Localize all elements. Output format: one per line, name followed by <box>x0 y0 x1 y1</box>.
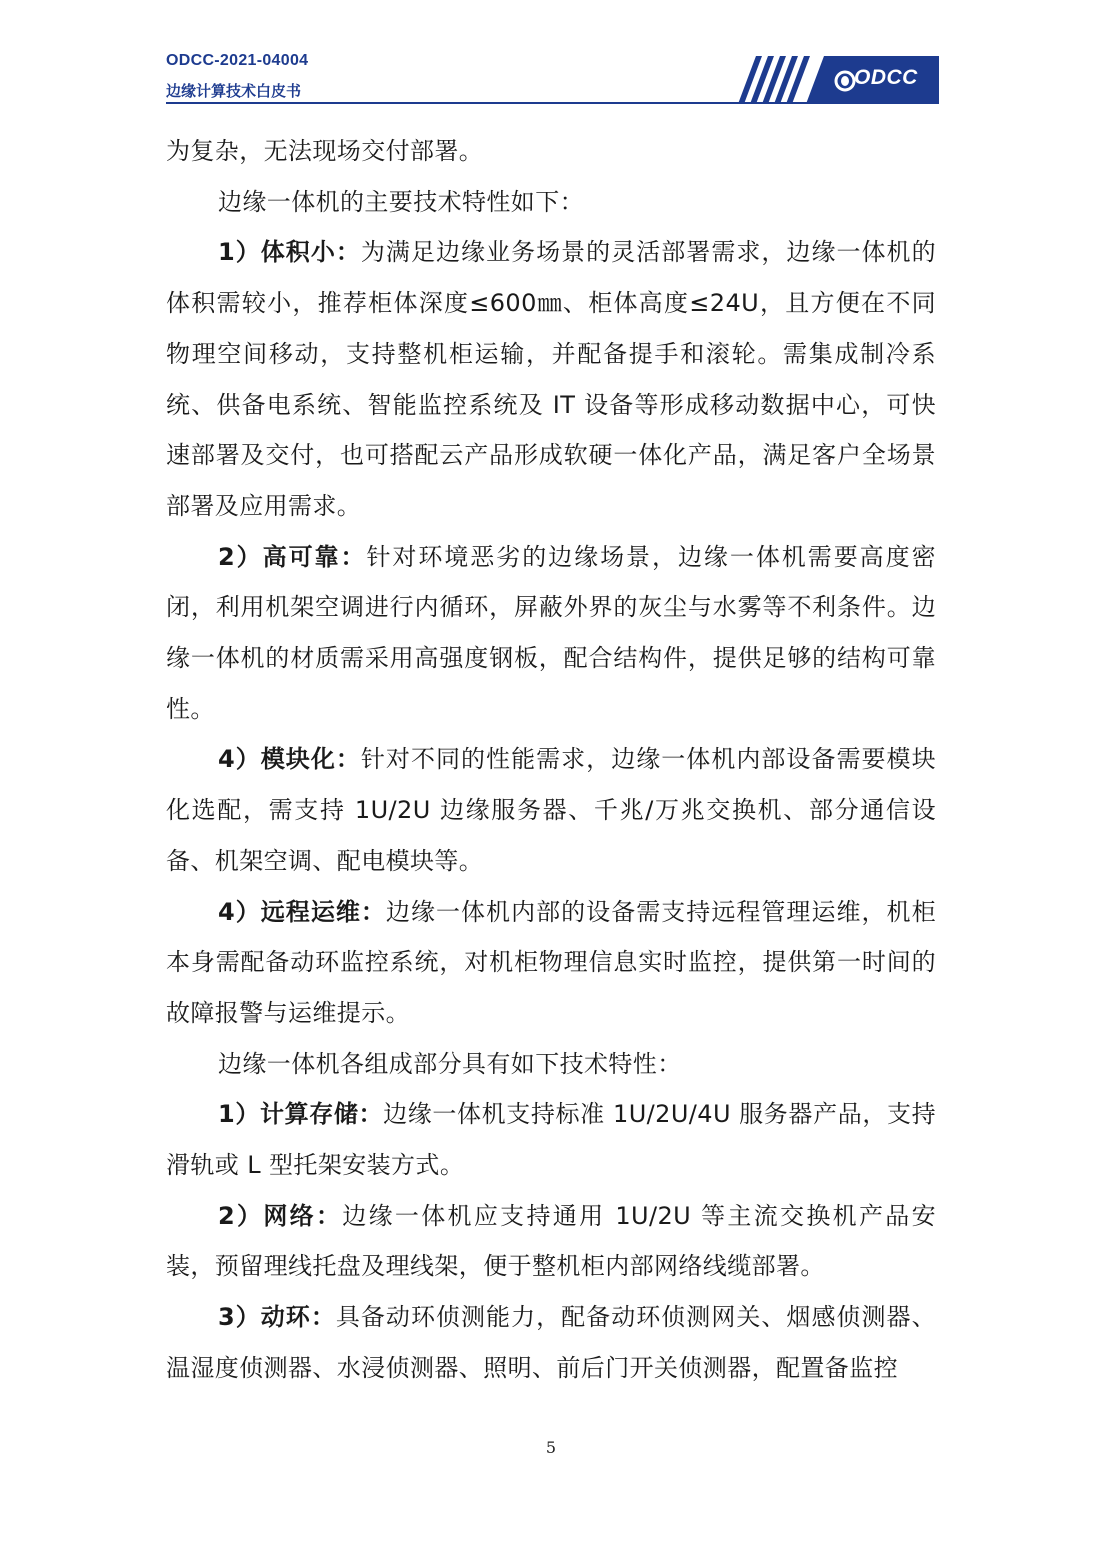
feature-label: 3）动环： <box>218 1303 336 1332</box>
paragraph <box>166 227 936 531</box>
paragraph <box>166 126 936 177</box>
document-body <box>166 126 936 1394</box>
feature-label: 2）网络： <box>218 1201 343 1230</box>
paragraph-text: 边缘一体机应支持通用 1U/2U 等主流交换机产品安装，预留理线托盘及理线架，便于整机柜内部网络线缆部署。 <box>166 1201 936 1281</box>
paragraph-text: 针对不同的性能需求，边缘一体机内部设备需要模块化选配，需支持 1U/2U 边缘服务器、千兆/万兆交换机、部分通信设备、机架空调、配电模块等。 <box>166 745 936 875</box>
paragraph-text: 为复杂，无法现场交付部署。 <box>166 137 484 165</box>
paragraph <box>166 734 936 886</box>
paragraph <box>166 1089 936 1190</box>
paragraph-text: 为满足边缘业务场景的灵活部署需求，边缘一体机的体积需较小，推荐柜体深度≤600㎜、柜体高度≤24U，且方便在不同物理空间移动，支持整机柜运输，并配备提手和滚轮。需集成制冷系统、供备电系统、智能监控系统及 IT 设备等形成移动数据中心，可快速部署及交付，也可搭配云产品形成软硬一体化产品，满足客户全场景部署及应用需求。 <box>166 238 936 520</box>
feature-label: 2）高可靠： <box>218 542 367 571</box>
paragraph-text: 针对环境恶劣的边缘场景，边缘一体机需要高度密闭，利用机架空调进行内循环，屏蔽外界的灰尘与水雾等不利条件。边缘一体机的材质需采用高强度钢板，配合结构件，提供足够的结构可靠性。 <box>166 542 936 723</box>
paragraph-text: 边缘一体机支持标准 1U/2U/4U 服务器产品，支持滑轨或 L 型托架安装方式。 <box>166 1100 936 1180</box>
feature-label: 1）体积小： <box>218 238 361 267</box>
header-divider <box>166 102 939 104</box>
page-number: 5 <box>545 1438 557 1457</box>
feature-label: 4）远程运维： <box>218 897 386 926</box>
paragraph-text: 具备动环侦测能力，配备动环侦测网关、烟感侦测器、温湿度侦测器、水浸侦测器、照明、前后门开关侦测器，配置备监控 <box>166 1303 936 1382</box>
logo-text: ODCC <box>854 66 918 89</box>
feature-label: 4）模块化： <box>218 745 361 774</box>
paragraph <box>166 532 936 735</box>
paragraph <box>166 1039 936 1090</box>
paragraph <box>166 1292 936 1393</box>
document-title: 边缘计算技术白皮书 <box>166 82 302 100</box>
feature-label: 1）计算存储： <box>218 1100 384 1129</box>
paragraph-text: 边缘一体机的主要技术特性如下： <box>218 187 584 216</box>
document-code: ODCC-2021-04004 <box>166 52 309 69</box>
page-header <box>166 50 939 104</box>
paragraph-text: 边缘一体机各组成部分具有如下技术特性： <box>218 1049 682 1078</box>
paragraph <box>166 1191 936 1292</box>
paragraph <box>166 177 936 228</box>
paragraph-text: 边缘一体机内部的设备需支持远程管理运维，机柜本身需配备动环监控系统，对机柜物理信息实时监控，提供第一时间的故障报警与运维提示。 <box>166 897 936 1027</box>
paragraph <box>166 887 936 1039</box>
logo-swirl-inner-icon <box>841 76 849 86</box>
